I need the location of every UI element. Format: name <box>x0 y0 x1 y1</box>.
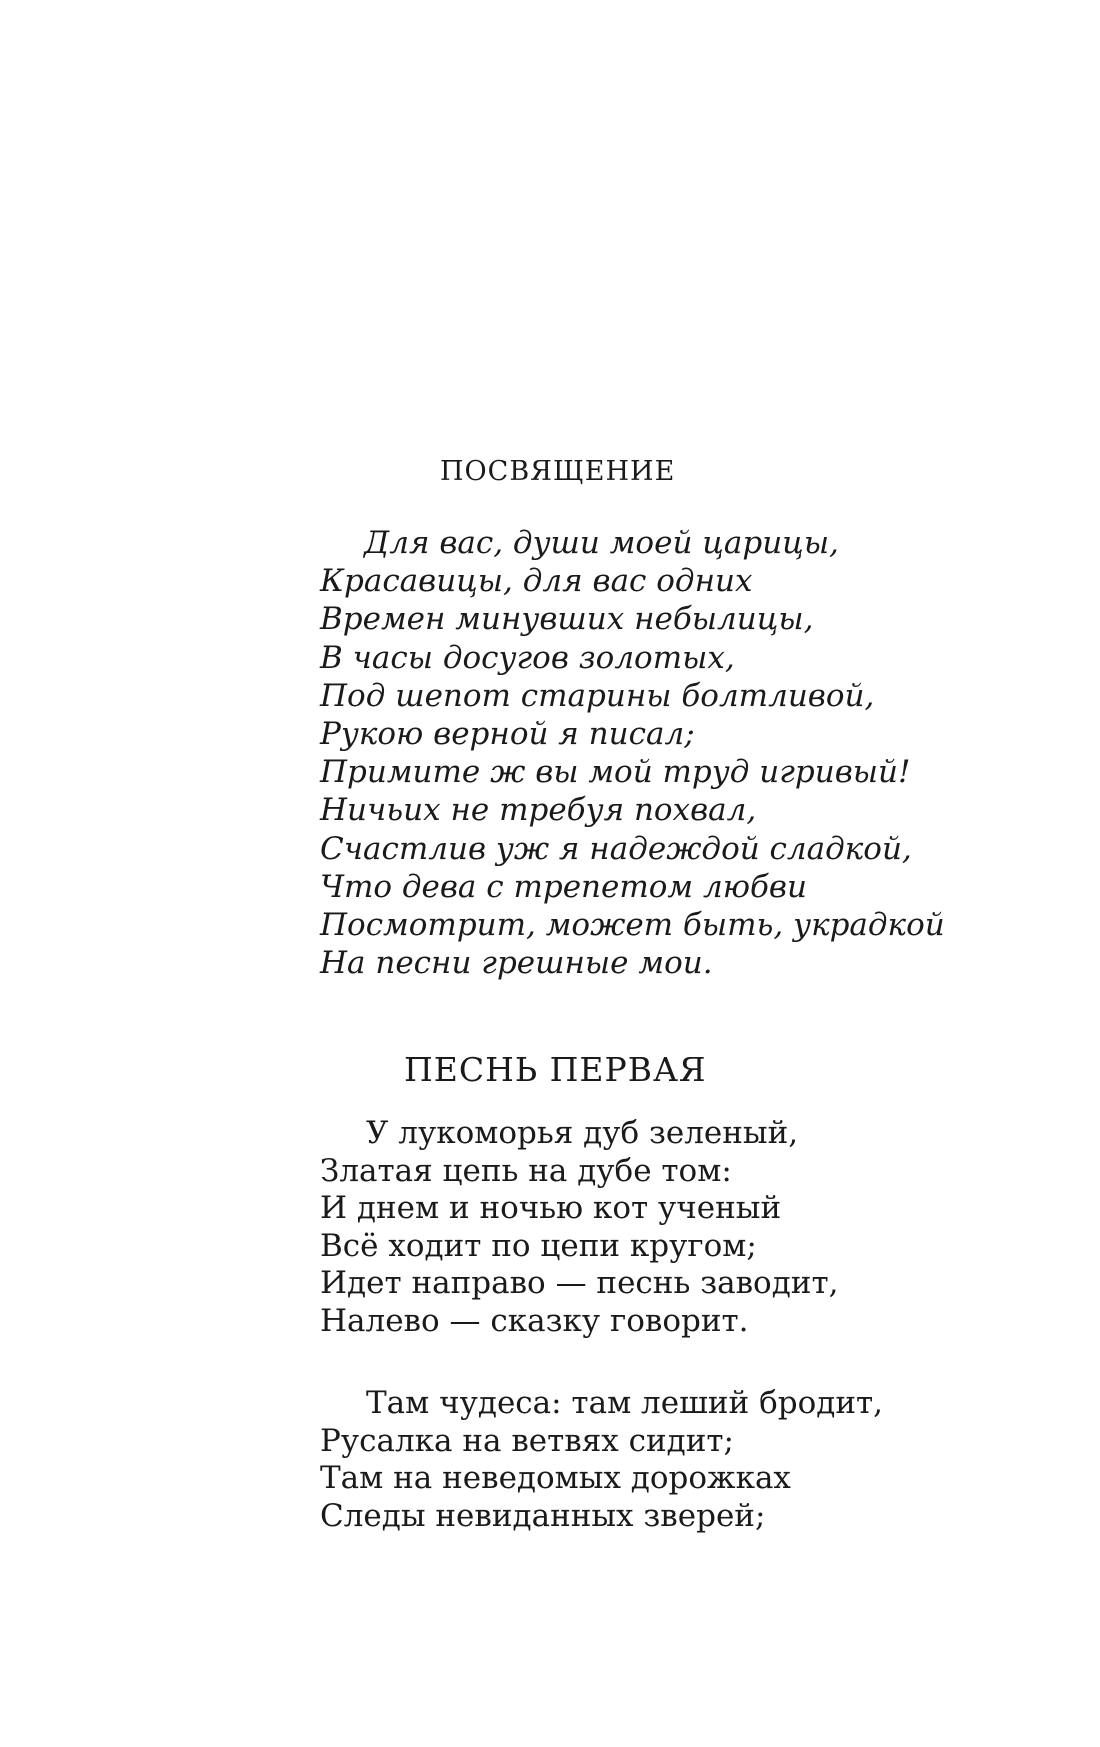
stanza-1 <box>320 1115 838 1341</box>
poem-line: Русалка на ветвях сидит; <box>320 1422 735 1459</box>
poem-line: Идет направо — песнь заводит, <box>320 1265 839 1302</box>
poem-line: Красавицы, для вас одних <box>320 563 753 600</box>
poem-line: Для вас, души моей царицы, <box>364 525 839 561</box>
poem-line: Всё ходит по цепи кругом; <box>320 1227 757 1264</box>
poem-line: Что дева с трепетом любви <box>320 868 807 905</box>
poem-line: Рукою верной я писал; <box>320 716 695 753</box>
poem-line: Счастлив уж я надеждой сладкой, <box>320 830 912 867</box>
poem-line: Под шепот старины болтливой, <box>320 677 875 714</box>
poem-line: У лукоморья дуб зеленый, <box>366 1115 799 1151</box>
poem-line: Времен минувших небылицы, <box>320 601 814 638</box>
poem-line: В часы досугов золотых, <box>320 639 735 676</box>
poem-line: И днем и ночью кот ученый <box>320 1190 782 1227</box>
dedication-poem <box>320 524 945 982</box>
poem-line: Ничьих не требуя похвал, <box>320 792 757 829</box>
poem-line: Там на неведомых дорожках <box>320 1460 791 1497</box>
stanza-2 <box>320 1385 883 1535</box>
poem-line: Налево — сказку говорит. <box>320 1302 749 1339</box>
poem-line: Посмотрит, может быть, украдкой <box>320 907 945 944</box>
poem-line: Следы невиданных зверей; <box>320 1497 766 1534</box>
poem-line: Там чудеса: там леший бродит, <box>366 1385 883 1421</box>
poem-line: На песни грешные мои. <box>320 945 713 982</box>
poem-line: Златая цепь на дубе том: <box>320 1152 732 1189</box>
poem-line: Примите ж вы мой труд игривый! <box>320 754 911 791</box>
dedication-title: ПОСВЯЩЕНИЕ <box>440 456 676 487</box>
song-title: ПЕСНЬ ПЕРВАЯ <box>404 1050 707 1089</box>
